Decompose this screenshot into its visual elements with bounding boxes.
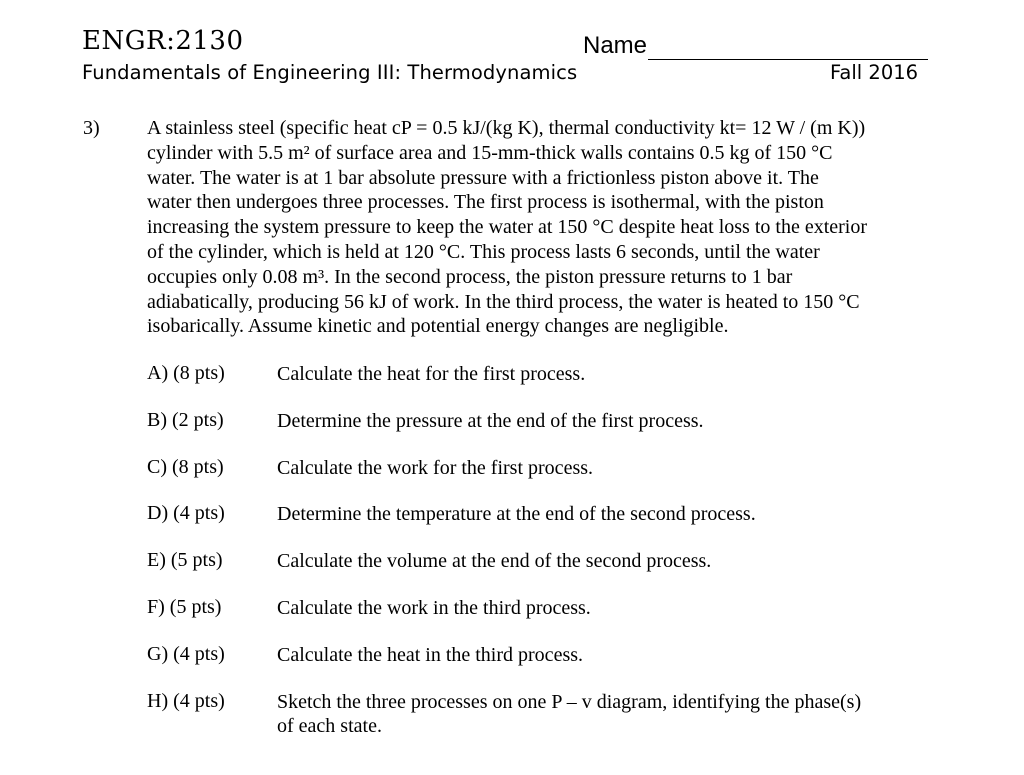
part-label: C) (8 pts)	[147, 455, 224, 478]
problem-line: water. The water is at 1 bar absolute pressure with a frictionless piston above it. The	[147, 166, 819, 189]
problem-line: occupies only 0.08 m³. In the second process, the piston pressure returns to 1 bar	[147, 265, 793, 288]
part-task: Calculate the work for the first process.	[277, 456, 594, 479]
problem-line: water then undergoes three processes. The first process is isothermal, with the piston	[147, 191, 824, 214]
part-label: G) (4 pts)	[147, 642, 225, 665]
part-task-line: of each state.	[277, 715, 382, 738]
problem-statement	[147, 116, 947, 339]
name-blank-line	[648, 37, 928, 60]
part-task	[277, 690, 861, 740]
course-code: ENGR:2130	[82, 26, 244, 56]
problem-line: cylinder with 5.5 m² of surface area and 15-mm-thick walls contains 0.5 kg of 150 °C	[147, 141, 833, 164]
part-label: E) (5 pts)	[147, 549, 223, 572]
part-label: B) (2 pts)	[147, 408, 224, 431]
name-field	[583, 32, 928, 60]
part-task: Calculate the heat in the third process.	[277, 643, 584, 666]
course-title: Fundamentals of Engineering III: Thermodynamics	[82, 61, 578, 84]
part-label: A) (8 pts)	[147, 362, 225, 384]
problem-line: increasing the system pressure to keep the water at 150 °C despite heat loss to the exterior	[147, 216, 868, 239]
problem-line: adiabatically, producing 56 kJ of work. In the third process, the water is heated to 150 °C	[147, 290, 860, 313]
problem-line: isobarically. Assume kinetic and potential energy changes are negligible.	[147, 315, 729, 338]
problem-line: A stainless steel (specific heat cP = 0.5 kJ/(kg K), thermal conductivity kt= 12 W / (m K))	[147, 117, 866, 139]
part-task: Calculate the work in the third process.	[277, 596, 591, 619]
part-task: Determine the temperature at the end of the second process.	[277, 503, 756, 526]
part-task-line: Sketch the three processes on one P – v diagram, identifying the phase(s)	[277, 690, 862, 713]
part-task: Calculate the heat for the first process.	[277, 363, 586, 385]
part-label: D) (4 pts)	[147, 502, 225, 525]
part-task: Calculate the volume at the end of the second process.	[277, 550, 712, 573]
problem-line: of the cylinder, which is held at 120 °C. This process lasts 6 seconds, until the water	[147, 240, 820, 263]
part-label: F) (5 pts)	[147, 595, 222, 618]
term: Fall 2016	[830, 61, 919, 84]
part-task: Determine the pressure at the end of the first process.	[277, 409, 704, 432]
name-label: Name	[583, 32, 648, 59]
question-number: 3)	[83, 117, 100, 139]
part-label: H) (4 pts)	[147, 689, 225, 712]
